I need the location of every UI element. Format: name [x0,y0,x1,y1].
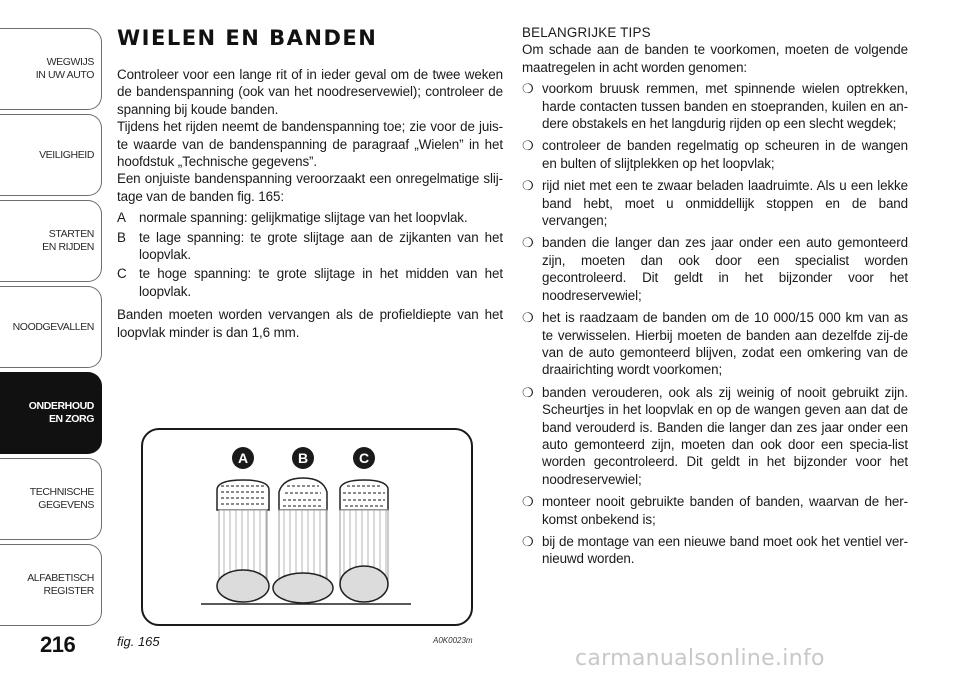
label-a-badge [232,447,254,469]
label-a: A [237,450,249,466]
tip-text: rijd niet met een te zwaar beladen laadruimte. Als u een lekke band hebt, moet u onmiddellijk stoppen en de band vervangen; [542,178,908,229]
tip-item [522,533,908,568]
tire-c [340,480,388,602]
list-text: te lage spanning: te grote slijtage aan de zijkanten van het loopvlak. [139,229,503,263]
tab-veiligheid[interactable]: VEILIGHEID [0,114,102,196]
pressure-list [117,209,503,300]
tip-item [522,493,908,528]
list-letter: B [117,229,126,245]
tip-item [522,177,908,229]
label-b-badge [292,447,314,469]
tab-onderhoud[interactable]: ONDERHOUD EN ZORG [0,372,102,454]
left-column [117,66,503,341]
tab-starten[interactable]: STARTEN EN RIJDEN [0,200,102,282]
label-c-badge [353,447,375,469]
bullet-circle-icon: ❍ [522,235,534,251]
list-letter: A [117,210,126,226]
bullet-circle-icon: ❍ [522,533,534,549]
tip-item [522,234,908,304]
tip-item [522,309,908,379]
tip-item [522,137,908,172]
tab-wegwijs[interactable]: WEGWIJS IN UW AUTO [0,28,102,110]
watermark: carmanualsonline.info [575,646,825,671]
list-text: te hoge spanning: te grote slijtage in het midden van het loopvlak. [139,266,503,299]
figure-code: A0K0023m [433,636,473,645]
tip-text: banden verouderen, ook als zij weinig of nooit gebruikt zijn. Scheurtjes in het loopvlak en op de wangen geven aan dat de band verouderd is. Banden die langer dan zes jaar onder een auto gemonteerd zijn, moeten dan ook door een specia-list worden gecontroleerd. Dit geldt in het bijzonder voor het noodreservewiel; [542,384,908,487]
paragraph: Controleer voor een lange rit of in ieder geval om de twee weken de bandenspanning (ook van het noodreservewiel); controleer de spanning bij koude banden. [117,67,503,117]
paragraph: Een onjuiste bandenspanning veroorzaakt een onregelmatige slij-tage van de banden fig. 165: [117,171,503,204]
tips-heading: BELANGRIJKE TIPS [522,25,651,40]
tip-text: voorkom bruusk remmen, met spinnende wielen optrekken, harde contacten tussen banden en stoepranden, kuilen en an-dere obstakels en het langdurig rijden op een slecht wegdek; [542,81,908,132]
bullet-circle-icon: ❍ [522,384,534,400]
tire-a [217,480,269,602]
page-title: WIELEN EN BANDEN [117,26,378,50]
bullet-circle-icon: ❍ [522,138,534,154]
tab-noodgevallen[interactable]: NOODGEVALLEN [0,286,102,368]
tips-intro: Om schade aan de banden te voorkomen, moeten de volgende maatregelen in acht worden genomen: [522,42,908,75]
label-c: C [358,450,370,466]
list-item [117,265,503,300]
tip-text: bij de montage van een nieuwe band moet ook het ventiel ver-nieuwd worden. [542,533,908,567]
tip-text: monteer nooit gebruikte banden of banden, waarvan de her-komst onbekend is; [542,494,908,527]
tab-technische[interactable]: TECHNISCHE GEGEVENS [0,458,102,540]
tip-text: het is raadzaam de banden om de 10 000/15 000 km van as te verwisselen. Hierbij moeten de banden aan dezelfde zij-de van de auto gemonteerd blijven, zodat een omkering van de draairichting wordt voorkomen; [542,310,908,378]
bullet-circle-icon: ❍ [522,494,534,510]
bullet-circle-icon: ❍ [522,178,534,194]
tire-wear-illustration [143,430,471,624]
tip-text: controleer de banden regelmatig op scheuren in de wangen en bulten of slijtplekken op het loopvlak; [542,138,908,171]
figure-caption: fig. 165 [117,634,160,649]
label-b: B [297,450,309,466]
tire-b [273,478,333,603]
page-number: 216 [40,632,76,657]
list-item [117,209,503,226]
tab-alfabetisch[interactable]: ALFABETISCH REGISTER [0,544,102,626]
list-item [117,229,503,264]
paragraph: Banden moeten worden vervangen als de profieldiepte van het loopvlak minder is dan 1,6 mm. [117,307,503,340]
tip-item [522,80,908,132]
list-letter: C [117,266,127,282]
tire-wear-figure [141,428,473,626]
right-column [522,24,908,573]
bullet-circle-icon: ❍ [522,81,534,97]
paragraph: Tijdens het rijden neemt de bandenspanning toe; zie voor de juis-te waarde van de bandenspanning de paragraaf „Wielen” in het hoofdstuk „Technische gegevens”. [117,119,503,170]
bullet-circle-icon: ❍ [522,310,534,326]
tip-item [522,384,908,488]
tip-text: banden die langer dan zes jaar onder een auto gemonteerd zijn, moeten dan ook door een specialist worden gecontroleerd. Dit geldt in het bijzonder voor het noodreservewiel; [542,235,908,303]
list-text: normale spanning: gelijkmatige slijtage van het loopvlak. [139,210,468,226]
